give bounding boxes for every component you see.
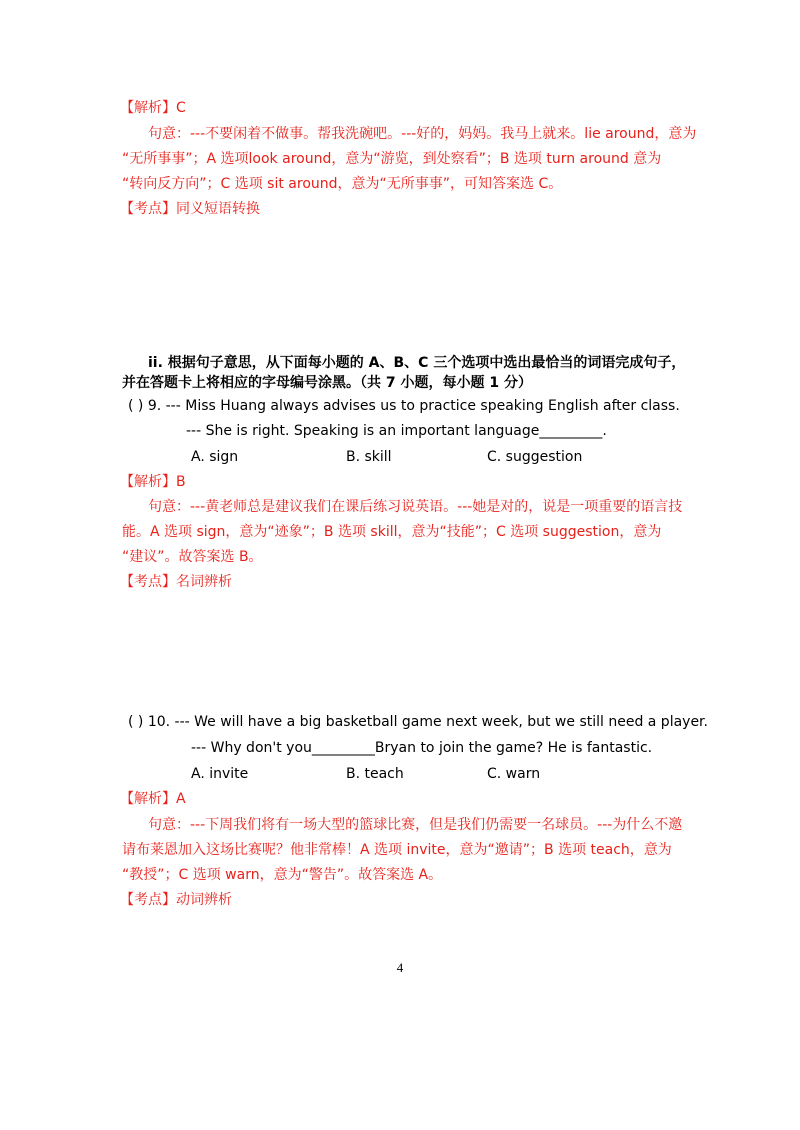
question-9-option-c: C. suggestion <box>487 449 583 465</box>
q9-analysis-line-3: “建议”。故答案选 B。 <box>122 549 263 565</box>
analysis-label-b: 【解析】B <box>120 474 186 490</box>
section-heading-line-2: 并在答题卡上将相应的字母编号涂黑。（共 7 小题，每小题 1 分） <box>122 375 532 391</box>
question-10-stem: ( ) 10. --- We will have a big basketball game next week, but we still need a player. <box>128 714 708 730</box>
question-10-option-c: C. warn <box>487 766 541 782</box>
question-9-stem: ( ) 9. --- Miss Huang always advises us to practice speaking English after class. <box>128 398 680 414</box>
knowledge-point: 【考点】同义短语转换 <box>120 201 260 217</box>
question-9-option-b: B. skill <box>346 449 392 465</box>
analysis-label-a: 【解析】A <box>120 791 186 807</box>
question-9-line-2: --- She is right. Speaking is an important language_________. <box>186 423 607 439</box>
page-number: 4 <box>396 960 404 975</box>
q10-knowledge-point: 【考点】动词辨析 <box>120 892 232 908</box>
q10-analysis-line-1: 句意：---下周我们将有一场大型的篮球比赛，但是我们仍需要一名球员。---为什么不邀 <box>148 817 683 833</box>
question-10-line-2: --- Why don't you_________Bryan to join the game? He is fantastic. <box>191 740 653 756</box>
q10-analysis-line-2: 请布莱恩加入这场比赛呢？他非常棒！A 选项 invite，意为“邀请”；B 选项 teach，意为 <box>122 842 672 858</box>
q9-analysis-line-2: 能。A 选项 sign，意为“迹象”；B 选项 skill，意为“技能”；C 选项 suggestion，意为 <box>122 524 662 540</box>
q10-analysis-line-3: “教授”；C 选项 warn，意为“警告”。故答案选 A。 <box>122 867 443 883</box>
q9-analysis-line-1: 句意：---黄老师总是建议我们在课后练习说英语。---她是对的，说是一项重要的语言技 <box>148 499 683 515</box>
question-10-option-b: B. teach <box>346 766 404 782</box>
q9-knowledge-point: 【考点】名词辨析 <box>120 574 232 590</box>
section-heading-line-1: ii. 根据句子意思，从下面每小题的 A、B、C 三个选项中选出最恰当的词语完成句子， <box>148 355 686 371</box>
question-10-option-a: A. invite <box>191 766 249 782</box>
analysis-text-line-2: “无所事事”；A 选项look around，意为“游览，到处察看”；B 选项 turn around 意为 <box>122 151 662 167</box>
analysis-text-line-3: “转向反方向”；C 选项 sit around，意为“无所事事”，可知答案选 C。 <box>122 176 563 192</box>
analysis-label-c: 【解析】C <box>120 100 186 116</box>
analysis-text-line-1: 句意：---不要闲着不做事。帮我洗碗吧。---好的，妈妈。我马上就来。lie around，意为 <box>148 126 697 142</box>
question-9-option-a: A. sign <box>191 449 239 465</box>
